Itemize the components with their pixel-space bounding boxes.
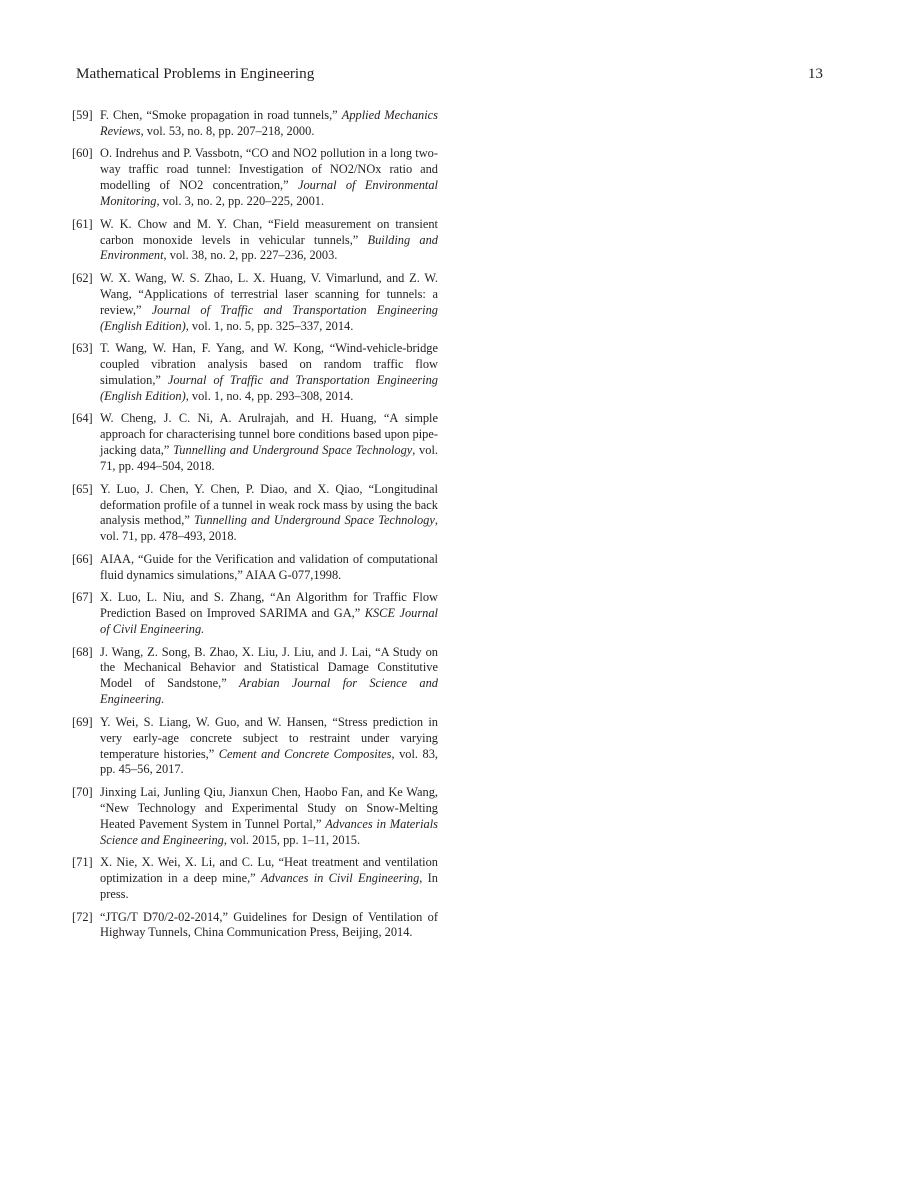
reference-text	[100, 482, 438, 546]
reference-text-segment: W. Cheng, J. C. Ni, A. Arulrajah, and H. Huang, “A simple approach for characterising tunnel bore conditions based upon pipe-jacking data,”	[100, 411, 438, 458]
reference-number: [67]	[72, 590, 93, 605]
page-number: 13	[807, 65, 823, 82]
reference-text	[100, 645, 438, 709]
reference-text	[100, 785, 438, 849]
reference-number: [61]	[72, 216, 93, 231]
reference-item	[72, 217, 438, 265]
reference-source-title: Building and Environment	[100, 232, 438, 263]
reference-number: [71]	[72, 855, 93, 870]
reference-text	[100, 217, 438, 265]
reference-text	[100, 715, 438, 779]
reference-text	[100, 108, 438, 140]
reference-number: [65]	[72, 481, 93, 496]
reference-text-segment: J. Wang, Z. Song, B. Zhao, X. Liu, J. Liu, and J. Lai, “A Study on the Mechanical Behavior and Statistical Damage Constitutive Model of Sandstone,”	[100, 644, 438, 691]
reference-text-segment: , vol. 3, no. 2, pp. 220–225, 2001.	[156, 194, 325, 209]
reference-text-segment: W. K. Chow and M. Y. Chan, “Field measurement on transient carbon monoxide levels in vehicular tunnels,”	[100, 216, 438, 247]
reference-text-segment: , vol. 1, no. 4, pp. 293–308, 2014.	[185, 388, 354, 403]
reference-text-segment: O. Indrehus and P. Vassbotn, “CO and NO2 pollution in a long two-way traffic road tunnel: Investigation of NO2/NOx ratio and modelling of NO2 concentration,”	[100, 146, 438, 193]
reference-text	[100, 910, 438, 942]
reference-number: [63]	[72, 341, 93, 356]
reference-item	[72, 482, 438, 546]
reference-source-title: Tunnelling and Underground Space Technology	[193, 513, 435, 528]
reference-text-segment: X. Luo, L. Niu, and S. Zhang, “An Algorithm for Traffic Flow Prediction Based on Improved SARIMA and GA,”	[100, 590, 438, 621]
reference-item	[72, 108, 438, 140]
reference-text	[100, 341, 438, 405]
reference-number: [59]	[72, 108, 93, 122]
reference-source-title: Arabian Journal for Science and Engineering.	[100, 676, 438, 707]
reference-item	[72, 645, 438, 709]
reference-number: [64]	[72, 411, 93, 426]
reference-source-title: Cement and Concrete Composites	[218, 746, 392, 761]
reference-source-title: Advances in Materials Science and Engineering	[100, 816, 438, 847]
reference-number: [60]	[72, 146, 93, 161]
reference-number: [72]	[72, 909, 93, 924]
reference-text-segment: , vol. 71, pp. 478–493, 2018.	[100, 513, 438, 544]
reference-item	[72, 715, 438, 779]
reference-text	[100, 552, 438, 584]
reference-text-segment: , vol. 1, no. 5, pp. 325–337, 2014.	[185, 318, 354, 333]
reference-number: [69]	[72, 714, 93, 729]
reference-source-title: KSCE Journal of Civil Engineering.	[100, 606, 438, 637]
reference-text-segment: “JTG/T D70/2-02-2014,” Guidelines for Design of Ventilation of Highway Tunnels, China Communication Press, Beijing, 2014.	[100, 909, 438, 940]
reference-source-title: Journal of Traffic and Transportation Engineering (English Edition)	[100, 302, 438, 333]
reference-text-segment: T. Wang, W. Han, F. Yang, and W. Kong, “Wind-vehicle-bridge coupled vibration analysis based on random traffic flow simulation,”	[100, 341, 438, 387]
reference-text-segment: , vol. 83, pp. 45–56, 2017.	[100, 746, 439, 777]
reference-source-title: Journal of Environmental Monitoring	[100, 178, 438, 209]
reference-text	[100, 146, 438, 210]
reference-text-segment: , In press.	[100, 871, 438, 901]
reference-text	[100, 411, 438, 475]
reference-text-segment: , vol. 38, no. 2, pp. 227–236, 2003.	[163, 248, 338, 263]
running-header	[76, 64, 823, 84]
reference-text	[100, 590, 438, 638]
reference-text-segment: , vol. 71, pp. 494–504, 2018.	[100, 443, 438, 474]
reference-number: [70]	[72, 784, 93, 799]
reference-text-segment: X. Nie, X. Wei, X. Li, and C. Lu, “Heat treatment and ventilation optimization in a deep mine,”	[100, 855, 438, 886]
reference-number: [66]	[72, 551, 93, 566]
reference-text-segment: AIAA, “Guide for the Verification and validation of computational fluid dynamics simulations,” AIAA G-077,1998.	[100, 551, 438, 582]
reference-item	[72, 855, 438, 903]
reference-source-title: Tunnelling and Underground Space Technology	[173, 443, 413, 458]
reference-text-segment: , vol. 2015, pp. 1–11, 2015.	[223, 832, 361, 847]
reference-text-segment: Y. Wei, S. Liang, W. Guo, and W. Hansen, “Stress prediction in very early-age concrete subject to restraint under varying temperature histories,”	[100, 714, 438, 761]
reference-text-segment: Jinxing Lai, Junling Qiu, Jianxun Chen, Haobo Fan, and Ke Wang, “New Technology and Experimental Study on Snow-Melting Heated Pavement System in Tunnel Portal,”	[100, 784, 438, 831]
reference-text-segment: F. Chen, “Smoke propagation in road tunnels,”	[100, 108, 342, 122]
reference-text-segment: Y. Luo, J. Chen, Y. Chen, P. Diao, and X. Qiao, “Longitudinal deformation profile of a tunnel in weak rock mass by using the back analysis method,”	[100, 481, 438, 528]
reference-text	[100, 855, 438, 903]
reference-item	[72, 590, 438, 638]
reference-item	[72, 411, 438, 475]
reference-text-segment: , vol. 53, no. 8, pp. 207–218, 2000.	[140, 123, 315, 138]
reference-item	[72, 910, 438, 942]
reference-number: [62]	[72, 270, 93, 285]
reference-item	[72, 552, 438, 584]
reference-item	[72, 271, 438, 335]
reference-item	[72, 785, 438, 849]
reference-source-title: Applied Mechanics Reviews	[100, 108, 439, 138]
reference-item	[72, 341, 438, 405]
reference-number: [68]	[72, 644, 93, 659]
journal-title: Mathematical Problems in Engineering	[76, 65, 315, 82]
reference-text-segment: W. X. Wang, W. S. Zhao, L. X. Huang, V. Vimarlund, and Z. W. Wang, “Applications of terrestrial laser scanning for tunnels: a review,”	[100, 270, 438, 317]
reference-list	[72, 108, 438, 948]
reference-item	[72, 146, 438, 210]
reference-source-title: Advances in Civil Engineering	[260, 871, 420, 886]
reference-text	[100, 271, 438, 335]
reference-source-title: Journal of Traffic and Transportation Engineering (English Edition)	[100, 372, 438, 403]
